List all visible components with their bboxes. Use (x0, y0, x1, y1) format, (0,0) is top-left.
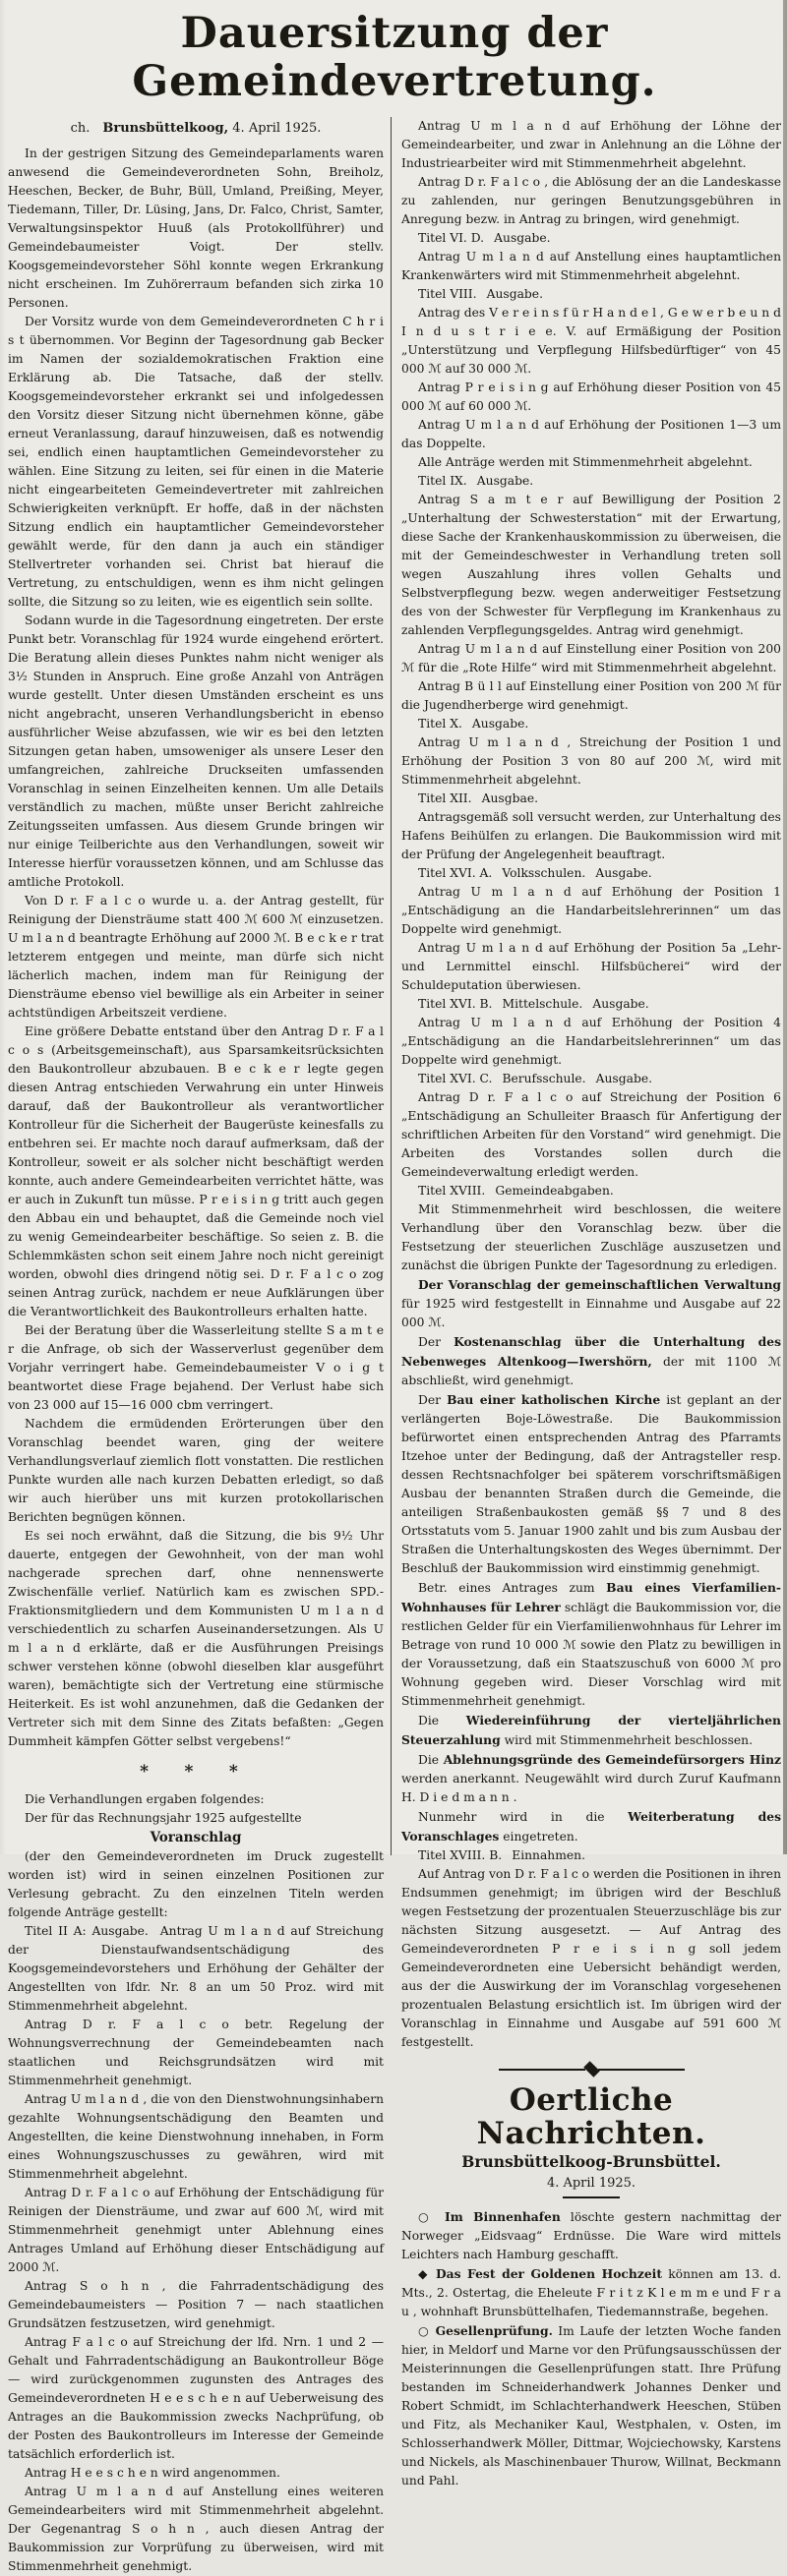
circle-bullet-icon: ○ (418, 2324, 436, 2339)
paragraph (401, 995, 781, 1014)
paragraph (8, 145, 384, 313)
text: können am 13. d. Mts., 2. Ostertag, die Eheleute F r i t z K l e m m e und F r a u , wohnhaft Brunsbüttelhafen, Tiedemannstraße, begehen. (401, 2267, 781, 2319)
text: Antrag U m l a n d auf Einstellung einer Position von 200 ℳ für die „Rote Hilfe“ wird mit Stimmenmehrheit abgelehnt. (401, 641, 781, 674)
news-item (401, 2264, 781, 2321)
paragraph (401, 491, 781, 640)
paragraph (401, 117, 781, 173)
bold-text: Im Binnenhafen (444, 2209, 561, 2225)
text: der mit 1100 ℳ abschließt, wird genehmigt. (401, 1354, 781, 1387)
text: Antrag U m l a n d auf Erhöhung der Position 4 „Entschädigung an die Handarbeitslehrerinnen“ um das Doppelte wird genehmigt. (401, 1015, 781, 1067)
bold-text: Der Voranschlag der gemeinschaftlichen Verwaltung (418, 1276, 781, 1292)
paragraph (401, 677, 781, 715)
text: eingetreten. (499, 1829, 578, 1844)
scan-edge-artifact (783, 0, 787, 1854)
bold-text: Weiterberatung des Voranschlages (401, 1808, 781, 1844)
right-column (391, 117, 782, 2488)
text: Titel VI. D. Ausgabe. (418, 230, 551, 245)
text: Nunmehr wird in die (418, 1809, 629, 1824)
text: In der gestrigen Sitzung des Gemeindeparlaments waren anwesend die Gemeindeverordneten Sohn, Breiholz, Heeschen, Becker, de Buhr, Büll, Umland, Preißing, Meyer, Tiedemann, Tiller, Dr. Lüsing, Jans, Dr. Falco, Christ, Samter, Verwaltungsinspektor Huuß (als Protokollführer) und Gemeindebaumeister Voigt. Der stellv. Koogsgemeindevorsteher Söhl konnte wegen Erkrankung nicht erscheinen. Im Zuhörerraum befanden sich zirka 10 Personen. (8, 146, 384, 310)
text: Der Vorsitz wurde von dem Gemeindeverordneten C h r i s t übernommen. Vor Beginn der Tagesordnung gab Becker im Namen der sozialdemokratischen Fraktion eine Erklärung ab. Die Tatsache, daß der stellv. Koogsgemeindevorsteher erkrankt sei und infolgedessen den Vorsitz dieser Sitzung nicht übernehmen könne, gäbe erneut Veranlassung, darauf hinzuweisen, daß es notwendig sei, endlich einen hauptamtlichen Gemeindevorsteher zu wählen. Eine Sitzung zu leiten, sei für einen in die Materie nicht eingearbeiteten Gemeindevertreter mit zahlreichen Schwierigkeiten verknüpft. Er hoffe, daß in der nächsten Sitzung endlich ein hauptamtlicher Gemeindevorsteher gewählt werde, für den dann ja auch ein ständiger Stellvertreter vorhanden sei. Christ bat hierauf die Vertretung, zu entschuldigen, wenn es ihm nicht gelingen sollte, die Sitzung so zu leiten, wie es eigentlich sein sollte. (8, 314, 384, 609)
text: Titel XII. Ausgbae. (418, 790, 539, 805)
text: Von D r. F a l c o wurde u. a. der Antrag gestellt, für Reinigung der Diensträume statt 400 ℳ 600 ℳ einzusetzen. U m l a n d beantragte Erhöhung auf 2000 ℳ. B e c k e r trat letzterem entgegen und meinte, man dürfe sich nicht lächerlich machen, indem man für Reinigung der Diensträume ebenso viel bewillige als ein Arbeiter in seiner achtstündigen Arbeitszeit verdiene. (8, 893, 384, 1020)
text: Antrag B ü l l auf Einstellung einer Position von 200 ℳ für die Jugendherberge wird genehmigt. (401, 678, 781, 712)
text: Voranschlag (150, 1829, 242, 1845)
text: Titel XVI. C. Berufsschule. Ausgabe. (418, 1071, 652, 1085)
news-item (401, 2321, 781, 2490)
text: Antrag S o h n , die Fahrradentschädigung des Gemeindebaumeisters — Position 7 — nach staatlichen Grundsätzen festzusetzen, wird genehmigt. (8, 2278, 384, 2330)
left-column (8, 117, 391, 2573)
paragraph (401, 790, 781, 808)
paragraph (8, 1922, 384, 2016)
paragraph (8, 1809, 384, 1828)
paragraph (8, 1847, 384, 1922)
paragraph (8, 892, 384, 1023)
paragraph (401, 1390, 781, 1578)
text: Antrag U m l a n d , die von den Dienstwohnungsinhabern gezahlte Wohnungsentschädigung den Beamten und Angestellten, die keine Dienstwohnung innehaben, in Form eines Wohnungszuschusses zu gewähren, wird mit Stimmenmehrheit abgelehnt. (8, 2091, 384, 2181)
paragraph (401, 1750, 781, 1807)
text: Titel XVI. B. Mittelschule. Ausgabe. (418, 996, 649, 1011)
text: Nachdem die ermüdenden Erörterungen über den Voranschlag beendet waren, ging der weitere Verhandlungsverlauf ziemlich flott vonstatten. Die restlichen Punkte wurden alle nach kurzen Debatten erledigt, so daß wir auch hierüber uns mit kurzen protokollarischen Berichten begnügen können. (8, 1416, 384, 1524)
text: Antrag U m l a n d , Streichung der Position 1 und Erhöhung der Position 3 von 80 auf 200 ℳ, wird mit Stimmenmehrheit abgelehnt. (401, 734, 781, 787)
paragraph (8, 2333, 384, 2464)
paragraph (401, 1865, 781, 2052)
paragraph (401, 472, 781, 491)
paragraph (401, 173, 781, 229)
text: Antrag U m l a n d auf Erhöhung der Position 5a „Lehr- und Lernmittel einschl. Hilfsbücherei“ wird der Schuldeputation überwiesen. (401, 940, 781, 992)
paragraph (8, 612, 384, 892)
text: Antrag H e e s c h e n wird angenommen. (25, 2465, 280, 2480)
text: Antrag U m l a n d auf Erhöhung der Löhne der Gemeindearbeiter, und zwar in Anlehnung an die Löhne der Industriearbeiter wird mit Stimmenmehrheit abgelehnt. (401, 118, 781, 170)
paragraph (8, 2184, 384, 2277)
text: Betr. eines Antrages zum (418, 1580, 607, 1595)
text: Titel XVIII. Gemeindeabgaben. (418, 1183, 614, 1198)
section-divider (401, 2064, 781, 2076)
text: Auf Antrag von D r. F a l c o werden die Positionen in ihren Endsummen genehmigt; im übrigen wird der Beschluß wegen Festsetzung der prozentualen Steuerzuschläge bis zur nächsten Sitzung ausgesetzt. — Auf Antrag des Gemeindeverordneten P r e i s i n g soll jedem Gemeindeverordneten eine Uebersicht behändigt werden, aus der die Auswirkung der im Voranschlag vorgesehenen prozentualen Belastung ersichtlich ist. Im übrigen wird der Voranschlag in Einnahme und Ausgabe auf 591 600 ℳ festgestellt. (401, 1866, 781, 2049)
paragraph (401, 939, 781, 995)
text: Antrag S a m t e r auf Bewilligung der Position 2 „Unterhaltung der Schwesterstation“ mit der Erwartung, diese Sache der Krankenhauskommission zu überweisen, die mit der Gemeindeschwester in Verhandlung treten soll wegen Auszahlung ihres vollen Gehalts und Selbstverpflegung bezw. wegen anderweitiger Festsetzung des von der Schwester für Verpflegung im Krankenhaus zu zahlenden Verpflegungsgeldes. Antrag wird genehmigt. (401, 492, 781, 637)
text: * * * (140, 1761, 252, 1782)
paragraph (401, 285, 781, 304)
paragraph (401, 229, 781, 248)
divider-line (598, 2069, 685, 2071)
text: Der (418, 1392, 448, 1407)
bold-text: Kostenanschlag über die Unterhaltung des Nebenweges Altenkoog—Iwershörn, (401, 1333, 781, 1369)
paragraph (401, 1275, 781, 1332)
paragraph (401, 1807, 781, 1846)
paragraph (401, 883, 781, 939)
text: Bei der Beratung über die Wasserleitung stellte S a m t e r die Anfrage, ob sich der Wasserverlust gegenüber dem Vorjahr verringert habe. Gemeindebaumeister V o i g t beantwortet diese Frage bejahend. Der Verlust habe sich von 23 000 auf 15—16 000 cbm verringert. (8, 1322, 384, 1412)
paragraph (401, 1014, 781, 1070)
text: Antrag des V e r e i n s f ü r H a n d e l , G e w e r b e u n d I n d u s t r i e e. V. auf Ermäßigung der Position „Unterstützung und Verpflegung Hilfsbedürftiger“ von 45 000 ℳ auf 30 000 ℳ. (401, 305, 781, 376)
text: Antrag D r. F a l c o betr. Regelung der Wohnungsverrechnung der Gemeindebeamten nach staatlichen und Reichsgrundsätzen wird mit Stimmenmehrheit genehmigt. (8, 2017, 384, 2087)
text: Titel II A: Ausgabe. Antrag U m l a n d auf Streichung der Dienstaufwandsentschädigung des Koogsgemeindevorstehers und Erhöhung der Gehälter der Angestellten von lfdr. Nr. 8 an um 50 Proz. wird mit Stimmenmehrheit abgelehnt. (8, 1923, 384, 2013)
text: Der (418, 1334, 454, 1349)
paragraph (8, 2016, 384, 2090)
paragraph (8, 1321, 384, 1415)
text: werden anerkannt. Neugewählt wird durch Zuruf Kaufmann H. D i e d m a n n . (401, 1771, 781, 1804)
text: Der für das Rechnungsjahr 1925 aufgestellte (25, 1810, 302, 1825)
paragraph (401, 808, 781, 864)
text: Antrag U m l a n d auf Erhöhung der Positionen 1—3 um das Doppelte. (401, 417, 781, 450)
bold-text: Brunsbüttelkoog, (102, 120, 229, 136)
date-rule (563, 2196, 620, 2198)
text: ch. (70, 120, 103, 136)
text: Antrag U m l a n d auf Anstellung eines hauptamtlichen Krankenwärters wird mit Stimmenmehrheit abgelehnt. (401, 249, 781, 282)
paragraph (401, 1332, 781, 1390)
paragraph (8, 2483, 384, 2576)
text: Antrag P r e i s i n g auf Erhöhung dieser Position von 45 000 ℳ auf 60 000 ℳ. (401, 380, 781, 413)
paragraph (8, 1527, 384, 1751)
text: schlägt die Baukommission vor, die restlichen Gelder für ein Vierfamilienwohnhaus für Lehrer im Betrage von rund 10 000 ℳ sowie den Platz zu bewilligen in der Voraussetzung, daß ein Staatszuschuß von 6000 ℳ pro Wohnung gegeben wird. Dieser Vorschlag wird mit Stimmenmehrheit genehmigt. (401, 1600, 781, 1708)
paragraph (401, 733, 781, 790)
local-news-headline: Oertliche Nachrichten. (476, 2081, 706, 2151)
paragraph (401, 864, 781, 883)
right-column-article (401, 117, 781, 2052)
paragraph (8, 1415, 384, 1527)
divider-line (499, 2069, 585, 2071)
paragraph (8, 1790, 384, 1809)
text: Titel X. Ausgabe. (418, 716, 529, 731)
text: Die Verhandlungen ergaben folgendes: (25, 1791, 265, 1806)
paragraph (401, 1088, 781, 1182)
asterisk-separator (8, 1757, 384, 1786)
paragraph (401, 1200, 781, 1275)
paragraph (401, 416, 781, 453)
text: Sodann wurde in die Tagesordnung eingetreten. Der erste Punkt betr. Voranschlag für 1924 wurde eingehend erörtert. Die Beratung allein dieses Punktes nahm nicht weniger als 3½ Stunden in Anspruch. Eine große Anzahl von Anträgen wurde gestellt. Unter diesen Umständen erscheint es uns nicht angebracht, unseren Verhandlungsbericht in ebenso ausführlicher Weise abzufassen, wie wir es bei den letzten Sitzungen getan haben, umsoweniger als unsere Leser den umfangreichen, zahlreiche Druckseiten umfassenden Voranschlag in seinen Einzelheiten kennen. Um alle Details verständlich zu machen, müßte unser Bericht zahlreiche Zeitungsseiten umfassen. Aus diesem Grunde bringen wir nur einige Teilberichte aus den Verhandlungen, soweit wir Interesse hierfür voraussetzen können, und am Schlusse das amtliche Protokoll. (8, 613, 384, 889)
sub-headline-voranschlag (8, 1828, 384, 1847)
news-item (401, 2207, 781, 2264)
bold-text: Gesellenprüfung. (435, 2323, 553, 2339)
text: Antragsgemäß soll versucht werden, zur Unterhaltung des Hafens Beihülfen zu erlangen. Die Baukommission wird mit der Prüfung der Angelegenheit beauftragt. (401, 809, 781, 861)
text: Im Laufe der letzten Woche fanden hier, in Meldorf und Marne vor den Prüfungsausschüssen der Meisterinnungen die Gesellenprüfungen statt. Ihre Prüfung bestanden im Schneiderhandwerk Johannes Denker und Robert Schmidt, im Schlachterhandwerk Heeschen, Stüben und Fitz, als Mechaniker Kaul, Westphalen, v. Osten, im Schlosserhandwerk Möller, Dittmar, Wojciechowsky, Karstens und Nickels, als Maschinenbauer Thurow, Willnat, Beckmann und Pahl. (401, 2324, 781, 2488)
paragraph (401, 1711, 781, 1750)
text: Die (418, 1752, 444, 1767)
paragraph (401, 1182, 781, 1200)
text: 4. April 1925. (228, 120, 322, 136)
text: für 1925 wird festgestellt in Einnahme und Ausgabe auf 22 000 ℳ. (401, 1296, 781, 1329)
paragraph (401, 453, 781, 472)
paragraph (8, 313, 384, 612)
text: Alle Anträge werden mit Stimmenmehrheit abgelehnt. (418, 454, 753, 469)
diamond-bullet-icon: ◆ (418, 2267, 436, 2282)
paragraph (8, 2090, 384, 2184)
paragraph (401, 640, 781, 677)
paragraph (401, 304, 781, 379)
dateline (8, 119, 384, 139)
article-columns (8, 117, 782, 2573)
text: (der den Gemeindeverordneten im Druck zugestellt worden ist) wird in seinen einzelnen Positionen zur Verlesung gebracht. Zu den einzelnen Titeln werden folgende Anträge gestellt: (8, 1848, 384, 1919)
local-news-date: 4. April 1925. (546, 2176, 636, 2192)
text: Die (418, 1713, 466, 1727)
text: löschte gestern nachmittag der Norweger „Eidsvaag“ Erdnüsse. Die Ware wird mittels Leichters nach Hamburg geschafft. (401, 2210, 781, 2262)
text: Antrag U m l a n d auf Anstellung eines weiteren Gemeindearbeiters wird mit Stimmenmehrheit abgelehnt. Der Gegenantrag S o h n , auch diesen Antrag der Baukommission zur Vorprüfung zu überweisen, wird mit Stimmenmehrheit genehmigt. (8, 2484, 384, 2573)
text: wird mit Stimmenmehrheit beschlossen. (500, 1732, 754, 1747)
paragraph (401, 379, 781, 416)
text: Titel XVI. A. Volksschulen. Ausgabe. (418, 865, 652, 880)
text: Mit Stimmenmehrheit wird beschlossen, die weitere Verhandlung über den Voranschlag bezw. über die Festsetzung der steuerlichen Zuschläge auszusetzen und zunächst die übrigen Punkte der Tagesordnung zu erledigen. (401, 1201, 781, 1272)
local-news-items (401, 2207, 781, 2490)
paragraph (8, 2277, 384, 2333)
text: Eine größere Debatte entstand über den Antrag D r. F a l c o s (Arbeitsgemeinschaft), aus Sparsamkeitsrücksichten den Baukontrolleur abzubauen. B e c k e r legte gegen diesen Antrag entschieden Verwahrung ein unter Hinweis darauf, daß der Baukontrolleur als verantwortlicher Kontrolleur für die Sicherheit der Baugerüste keinesfalls zu entbehren sei. Er machte noch darauf aufmerksam, daß der Kontrolleur, soweit er als solcher nicht beschäftigt werden konnte, auch andere Gemeindearbeiten verrichtet hätte, was er auch in Zukunft tun müsse. P r e i s i n g tritt auch gegen den Abbau ein und behauptet, daß die Gemeinde noch viel zu wenig Gemeindearbeiter beschäftige. So seien z. B. die Schlemmkästen schon seit einem Jahre noch nicht gereinigt worden, obwohl dies dringend nötig sei. D r. F a l c o zog seinen Antrag zurück, nachdem er neue Aufklärungen über die Verantwortlichkeit des Baukontrolleurs erhalten hatte. (8, 1024, 384, 1318)
text: Antrag F a l c o auf Streichung der lfd. Nrn. 1 und 2 — Gehalt und Fahrradentschädigung an Baukontrolleur Böge — wird zurückgenommen zugunsten des Antrages des Gemeindeverordneten H e e s c h e n auf Ueberweisung des Antrages an die Baukommission zwecks Nachprüfung, ob der Posten des Baukontrolleurs im Interesse der Gemeinde tatsächlich erforderlich ist. (8, 2334, 384, 2461)
paragraph (401, 1846, 781, 1865)
paragraph (401, 1070, 781, 1088)
local-news-subtitle: Brunsbüttelkoog-Brunsbüttel. (461, 2152, 721, 2172)
bold-text: Bau eines Vierfamilien-Wohnhauses für Lehrer (401, 1579, 781, 1614)
paragraph (8, 1023, 384, 1321)
bold-text: Ablehnungsgründe des Gemeindefürsorgers Hinz (443, 1751, 782, 1767)
text: Titel XVIII. B. Einnahmen. (418, 1847, 585, 1862)
article-headline: Dauersitzung der Gemeindevertretung. (132, 9, 657, 107)
diamond-ornament-icon (583, 2062, 600, 2078)
paragraph (401, 715, 781, 733)
text: Titel IX. Ausgabe. (418, 473, 534, 488)
text: Antrag D r. F a l c o auf Streichung der Position 6 „Entschädigung an Schulleiter Braasch für Anfertigung der schriftlichen Arbeiten für den Vorstand“ wird genehmigt. Die Arbeiten des Vorstandes sollen durch die Gemeindeverwaltung erledigt werden. (401, 1089, 781, 1179)
bold-text: Das Fest der Goldenen Hochzeit (435, 2266, 663, 2282)
paragraph (401, 248, 781, 285)
text: Es sei noch erwähnt, daß die Sitzung, die bis 9½ Uhr dauerte, entgegen der Gewohnheit, von der man wohl nachgerade sprechen darf, ohne nennenswerte Zwischenfälle verlief. Natürlich kam es zwischen SPD.-Fraktionsmitgliedern und dem Kommunisten U m l a n d verschiedentlich zu scharfen Auseinandersetzungen. Als U m l a n d erklärte, daß er die Ausführungen Preisings schwer verstehen könne (obwohl dieselben klar ausgeführt waren), bemächtigte sich der Vertretung eine stürmische Heiterkeit. Es ist wohl anzunehmen, daß die Gedanken der Vertreter sich mit dem Sinne des Zitats befaßten: „Gegen Dummheit kämpfen Götter selbst vergebens!“ (8, 1528, 384, 1748)
paragraph (401, 1578, 781, 1711)
text: Antrag D r. F a l c o auf Erhöhung der Entschädigung für Reinigen der Diensträume, und zwar auf 600 ℳ, wird mit Stimmenmehrheit genehmigt unter Ablehnung eines Antrages Umland auf Erhöhung dieser Entschädigung auf 2000 ℳ. (8, 2185, 384, 2274)
text: Titel VIII. Ausgabe. (418, 286, 543, 301)
paragraph (8, 2464, 384, 2483)
bold-text: Bau einer katholischen Kirche (447, 1391, 661, 1407)
text: Antrag D r. F a l c o , die Ablösung der an die Landeskasse zu zahlenden, nur geringen Benutzungsgebühren in Anregung bezw. in Antrag zu bringen, wird genehmigt. (401, 174, 781, 226)
circle-bullet-icon: ○ (418, 2210, 445, 2225)
bold-text: Wiedereinführung der vierteljährlichen Steuerzahlung (401, 1712, 781, 1747)
text: ist geplant an der verlängerten Boje-Löwestraße. Die Baukommission befürwortet einen entsprechenden Antrag des Pfarramts Itzehoe unter der Bedingung, daß der Antragsteller resp. dessen Rechtsnachfolger bei späterem vorschriftsmäßigen Ausbau der benannten Straßen durch die Gemeinde, die anteiligen Straßenbaukosten gemäß §§ 7 und 8 des Ortsstatuts vom 5. Januar 1900 zahlt und bis zum Ausbau der Straßen die Unterhaltungskosten des Weges übernimmt. Der Beschluß der Baukommission wird einstimmig genehmigt. (401, 1392, 781, 1575)
text: Antrag U m l a n d auf Erhöhung der Position 1 „Entschädigung an die Handarbeitslehrerinnen“ um das Doppelte wird genehmigt. (401, 884, 781, 936)
